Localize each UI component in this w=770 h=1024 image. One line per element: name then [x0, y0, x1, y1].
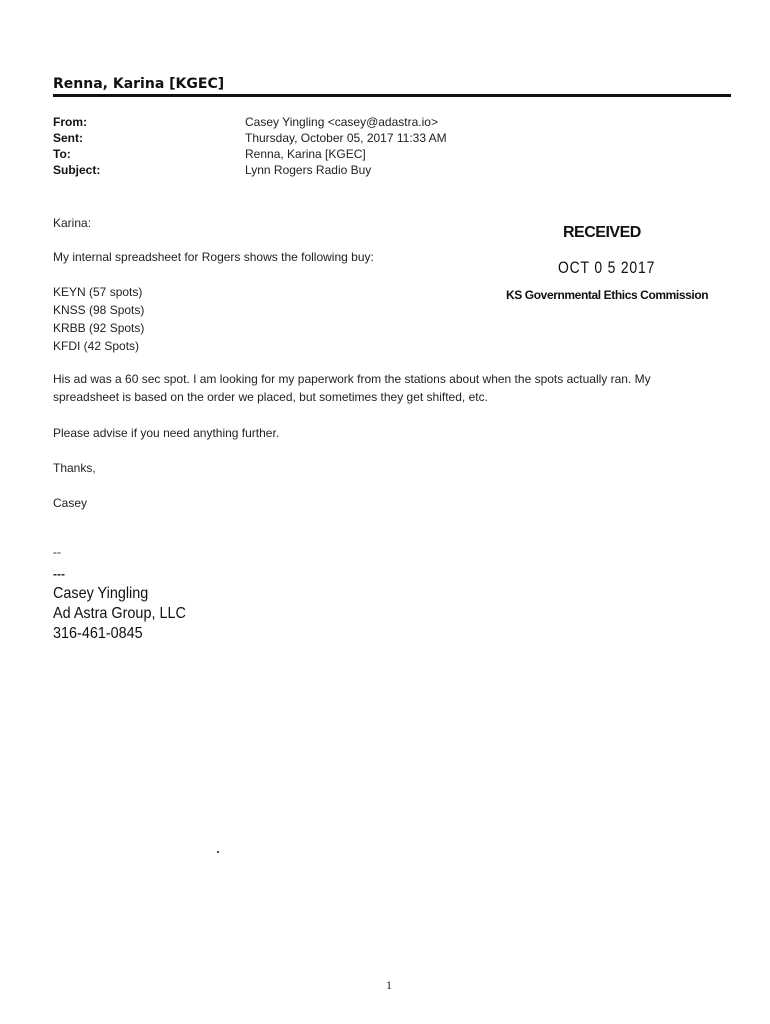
signature-block: [53, 584, 186, 644]
stamp-agency: KS Governmental Ethics Commission: [506, 288, 709, 302]
buy-item: KFDI (42 Spots): [53, 339, 140, 353]
buy-item: KNSS (98 Spots): [53, 303, 145, 317]
from-label: From:: [53, 115, 87, 129]
greeting: Karina:: [53, 216, 92, 230]
to-label: To:: [53, 147, 71, 161]
subject-value: Lynn Rogers Radio Buy: [245, 163, 372, 177]
buy-item: KRBB (92 Spots): [53, 321, 145, 335]
stamp-received-text: RECEIVED: [563, 224, 641, 241]
to-value: Renna, Karina [KGEC]: [245, 147, 366, 161]
signature-separator: ---: [53, 567, 65, 581]
sender-first-name: Casey: [53, 496, 88, 510]
paragraph-ad-details: [53, 370, 651, 406]
scan-speck: [217, 851, 219, 853]
page-number: 1: [386, 978, 392, 992]
paragraph-advise: Please advise if you need anything further.: [53, 426, 280, 440]
sent-label: Sent:: [53, 131, 83, 145]
to-row: [53, 146, 447, 162]
subject-row: [53, 162, 447, 178]
sent-value: Thursday, October 05, 2017 11:33 AM: [245, 131, 447, 145]
from-row: [53, 114, 447, 130]
signature-company: Ad Astra Group, LLC: [53, 605, 186, 622]
mailbox-owner: Renna, Karina [KGEC]: [53, 76, 225, 92]
paragraph-line: His ad was a 60 sec spot. I am looking for my paperwork from the stations about when the spots actually ran. My: [53, 372, 651, 386]
intro-line: My internal spreadsheet for Rogers shows the following buy:: [53, 250, 374, 264]
subject-label: Subject:: [53, 163, 101, 177]
signature-separator: --: [53, 545, 61, 559]
stamp-date: OCT 0 5 2017: [558, 258, 656, 277]
signature-name: Casey Yingling: [53, 585, 149, 602]
sent-row: [53, 130, 447, 146]
thanks-line: Thanks,: [53, 461, 96, 475]
email-header: [53, 114, 447, 178]
buy-list: [53, 283, 144, 355]
owner-rule: [53, 94, 731, 97]
buy-item: KEYN (57 spots): [53, 285, 143, 299]
from-value: Casey Yingling <casey@adastra.io>: [245, 115, 438, 129]
signature-phone: 316-461-0845: [53, 625, 143, 642]
paragraph-line: spreadsheet is based on the order we placed, but sometimes they get shifted, etc.: [53, 390, 488, 404]
